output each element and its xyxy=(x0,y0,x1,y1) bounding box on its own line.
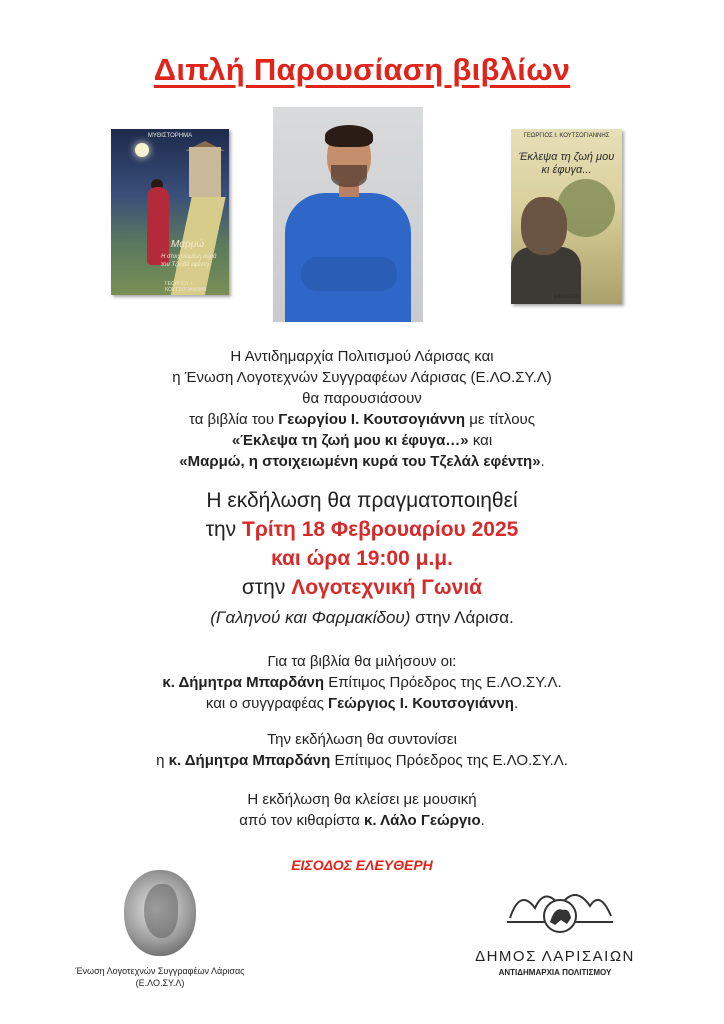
cover-author: ΓΕΩΡΓΙΟΣ Ι. ΚΟΥΤΣΟΓΙΑΝΝΗΣ xyxy=(165,281,207,293)
speakers-line xyxy=(0,693,724,714)
event-line xyxy=(0,515,724,544)
intro-line: θα παρουσιάσουν xyxy=(302,390,422,407)
book-title-2: «Μαρμώ, η στοιχειωμένη κυρά του Τζελάλ εφέντη» xyxy=(179,453,541,470)
address-streets: (Γαληνού και Φαρμακίδου) xyxy=(210,608,411,627)
event-text: την xyxy=(205,518,243,541)
moon-illustration xyxy=(135,143,149,157)
book-cover-eklepsa xyxy=(511,129,622,304)
speakers-text: . xyxy=(513,695,519,712)
speakers-text: και ο συγγραφέας xyxy=(205,695,329,712)
speakers-line xyxy=(0,672,724,693)
municipality-name: ΔΗΜΟΣ ΛΑΡΙΣΑΙΩΝ xyxy=(475,948,635,965)
photo-hair xyxy=(325,125,373,147)
cover-subtitle: Η στοιχειωμένη κυρά του Τζελάλ εφέντη xyxy=(161,254,217,268)
music-text: . xyxy=(480,812,485,829)
event-line: Η εκδήλωση θα πραγματοποιηθεί xyxy=(206,489,518,512)
intro-line xyxy=(0,409,724,430)
speakers-paragraph xyxy=(0,651,724,714)
book-title-1: «Έκλεψα τη ζωή μου κι έφυγα…» xyxy=(231,432,469,449)
speaker-role: Επίτιμος Πρόεδρος της Ε.ΛΟ.ΣΥ.Λ. xyxy=(324,674,562,691)
coordinator-line xyxy=(0,750,724,771)
cover-publisher-label: ΜΥΘΙΣΤΟΡΗΜΑ xyxy=(147,133,193,139)
music-paragraph xyxy=(0,789,724,831)
intro-text: και xyxy=(468,432,493,449)
event-venue: Λογοτεχνική Γωνιά xyxy=(291,576,483,599)
photo-crossed-arms xyxy=(301,257,397,291)
poster-title: Διπλή Παρουσίαση βιβλίων xyxy=(153,52,571,87)
intro-text: . xyxy=(540,453,545,470)
music-text: από τον κιθαρίστα xyxy=(239,812,364,829)
coordinator-role: Επίτιμος Πρόεδρος της Ε.ΛΟ.ΣΥ.Λ. xyxy=(330,752,568,769)
event-line xyxy=(0,573,724,602)
venue-address xyxy=(0,608,724,628)
cover-title: Μαρμώ xyxy=(171,239,205,250)
intro-paragraph xyxy=(0,346,724,472)
cover-title-line1: Έκλεψα τη ζωή μου xyxy=(518,151,615,163)
intro-line: Η Αντιδημαρχία Πολιτισμού Λάρισας και xyxy=(230,348,494,365)
free-entry-notice: ΕΙΣΟΔΟΣ ΕΛΕΥΘΕΡΗ xyxy=(291,857,433,873)
event-date: Τρίτη 18 Φεβρουαρίου 2025 xyxy=(242,518,519,541)
union-caption-line: Ένωση Λογοτεχνών Συγγραφέων Λάρισας xyxy=(75,966,245,976)
cover-title xyxy=(511,151,622,177)
intro-line: η Ένωση Λογοτεχνών Συγγραφέων Λάρισας (Ε.ΛΟ.ΣΥ.Λ) xyxy=(172,369,552,386)
event-line xyxy=(0,544,724,573)
municipality-department: ΑΝΤΙΔΗΜΑΡΧΙΑ ΠΟΛΙΤΙΣΜΟΥ xyxy=(498,968,612,977)
guitarist-name: κ. Λάλο Γεώργιο xyxy=(363,812,481,829)
author-photo xyxy=(273,107,423,322)
union-caption xyxy=(70,965,250,989)
music-line: Η εκδήλωση θα κλείσει με μουσική xyxy=(247,791,477,808)
event-text: στην xyxy=(241,576,292,599)
speakers-line: Για τα βιβλία θα μιλήσουν οι: xyxy=(267,653,457,670)
cover-title-line2: κι έφυγα... xyxy=(541,164,592,176)
coordinator-text: η xyxy=(156,752,169,769)
author-name: Γεωργίου Ι. Κουτσογιάννη xyxy=(278,411,466,428)
municipality-crest-logo xyxy=(505,878,615,938)
union-caption-line: (Ε.ΛΟ.ΣΥ.Λ) xyxy=(135,978,185,988)
intro-text: με τίτλους xyxy=(465,411,535,428)
tower-illustration xyxy=(189,147,221,197)
music-line xyxy=(0,810,724,831)
author-name: Γεώργιος Ι. Κουτσογιάννη xyxy=(328,695,514,712)
cover-author: ΓΕΩΡΓΙΟΣ Ι. ΚΟΥΤΣΟΓΙΑΝΝΗΣ xyxy=(523,133,610,139)
speaker-name: κ. Δήμητρα Μπαρδάνη xyxy=(162,674,325,691)
coordinator-paragraph xyxy=(0,729,724,771)
coordinator-name: κ. Δήμητρα Μπαρδάνη xyxy=(168,752,331,769)
coordinator-line: Την εκδήλωση θα συντονίσει xyxy=(267,731,457,748)
book-cover-marmo xyxy=(111,129,229,295)
photo-beard xyxy=(331,165,367,187)
intro-line xyxy=(0,430,724,451)
event-details xyxy=(0,486,724,602)
cover-publisher-label: ΕΚΔΟΣΕΙΣ xyxy=(554,294,579,300)
event-time: και ώρα 19:00 μ.μ. xyxy=(271,547,453,570)
intro-line xyxy=(0,451,724,472)
author-face-illustration xyxy=(521,197,567,255)
intro-text: τα βιβλία του xyxy=(189,411,279,428)
coin-profile-relief xyxy=(144,884,178,938)
ancient-coin-logo xyxy=(124,870,196,956)
address-city: στην Λάρισα. xyxy=(410,608,514,627)
